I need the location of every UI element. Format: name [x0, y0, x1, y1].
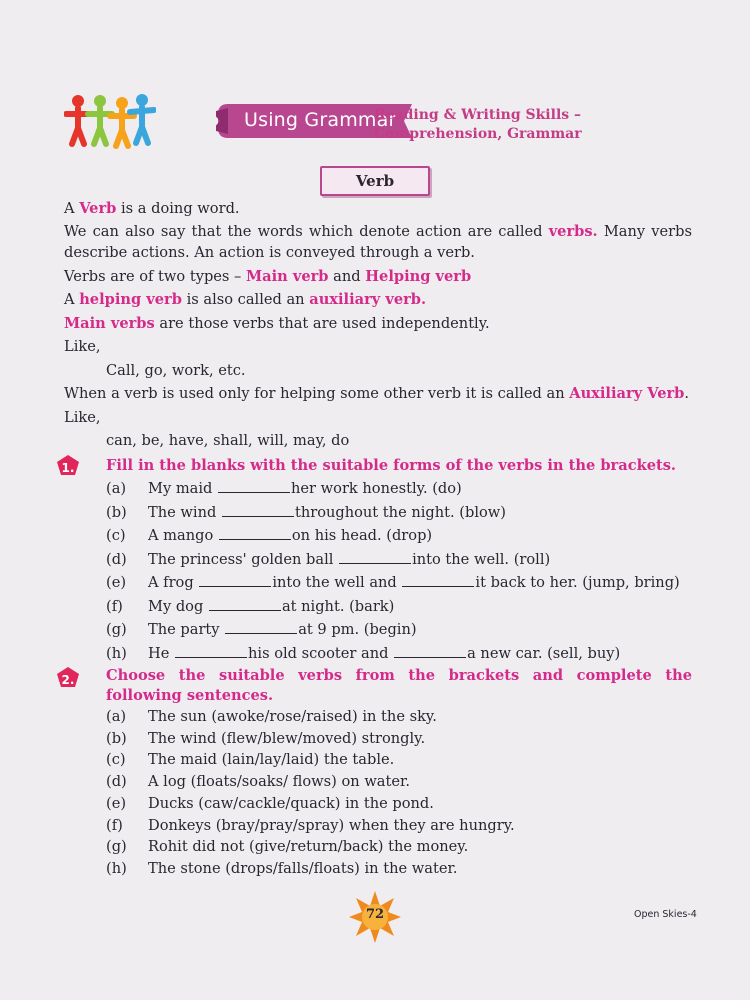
question-2-number: 2. — [61, 673, 75, 687]
answer-blank[interactable] — [225, 619, 297, 634]
list-item: (c) The maid (lain/lay/laid) the table. — [106, 751, 395, 769]
question-2-items — [64, 706, 692, 880]
list-item: (c) A mango on his head. (drop) — [106, 527, 433, 544]
book-series-label: Open Skies-4 — [634, 909, 697, 920]
skills-line-1: Reading & Writing Skills – — [374, 107, 582, 123]
list-item: (g) Rohit did not (give/return/back) the money. — [106, 838, 469, 856]
list-item: (d) A log (floats/soaks/ flows) on water. — [106, 773, 411, 791]
page-number: 72 — [365, 907, 385, 922]
question-2-instruction: Choose the suitable verbs from the brackets and complete the following sentences. — [106, 667, 692, 704]
answer-blank[interactable] — [394, 643, 466, 658]
intro-line-4: A helping verb is also called an auxiliary verb. — [64, 291, 427, 308]
list-item: (a) The sun (awoke/rose/raised) in the sky. — [106, 708, 437, 725]
examples-auxiliary-verbs: can, be, have, shall, will, may, do — [106, 432, 350, 449]
list-item: (b) The wind throughout the night. (blow) — [106, 503, 506, 521]
list-item: (b) The wind (flew/blew/moved) strongly. — [106, 729, 426, 747]
answer-blank[interactable] — [199, 572, 271, 587]
answer-blank[interactable] — [219, 525, 291, 540]
like-label-2: Like, — [64, 408, 101, 426]
answer-blank[interactable] — [175, 643, 247, 658]
list-item: (h) He his old scooter and a new car. (sell, buy) — [106, 644, 621, 662]
skills-label — [374, 106, 582, 144]
answer-blank[interactable] — [218, 478, 290, 493]
list-item: (f) Donkeys (bray/pray/spray) when they are hungry. — [106, 816, 515, 834]
answer-blank[interactable] — [339, 549, 411, 564]
banner-title: Using Grammar — [244, 109, 397, 131]
answer-blank[interactable] — [402, 572, 474, 587]
list-item: (g) The party at 9 pm. (begin) — [106, 621, 417, 638]
main-content — [61, 197, 692, 880]
answer-blank[interactable] — [209, 596, 281, 611]
answer-blank[interactable] — [222, 502, 294, 517]
question-1-items — [64, 477, 692, 665]
like-label-1: Like, — [64, 338, 101, 355]
intro-line-5: Main verbs are those verbs that are used independently. — [64, 314, 490, 332]
question-1-instruction: Fill in the blanks with the suitable forms of the verbs in the brackets. — [106, 456, 677, 474]
list-item: (f) My dog at night. (bark) — [106, 597, 395, 615]
examples-main-verbs: Call, go, work, etc. — [106, 361, 246, 379]
page-number-badge — [348, 890, 402, 944]
list-item: (d) The princess' golden ball into the well. (roll) — [106, 550, 551, 568]
skills-line-2: Comprehension, Grammar — [374, 126, 582, 142]
intro-line-3: Verbs are of two types – Main verb and Helping verb — [64, 267, 472, 285]
intro-line-6: When a verb is used only for helping some other verb it is called an Auxiliary Verb. — [64, 385, 690, 402]
intro-line-1: A Verb is a doing word. — [64, 200, 240, 217]
list-item: (a) My maid her work honestly. (do) — [106, 480, 462, 497]
list-item: (e) Ducks (caw/cackle/quack) in the pond. — [106, 794, 434, 812]
question-2-heading — [61, 666, 692, 706]
list-item: (h) The stone (drops/falls/floats) in the water. — [106, 859, 458, 877]
children-group-icon — [64, 92, 156, 150]
intro-line-2: We can also say that the words which denote action are called verbs. Many verbs describe actions. An action is conveyed through a verb. — [64, 222, 692, 261]
question-1-heading — [61, 454, 692, 478]
list-item: (e) A frog into the well and it back to her. (jump, bring) — [106, 574, 680, 591]
section-title: Verb — [320, 166, 430, 196]
page-header — [64, 92, 684, 152]
question-1-number: 1. — [61, 460, 75, 475]
